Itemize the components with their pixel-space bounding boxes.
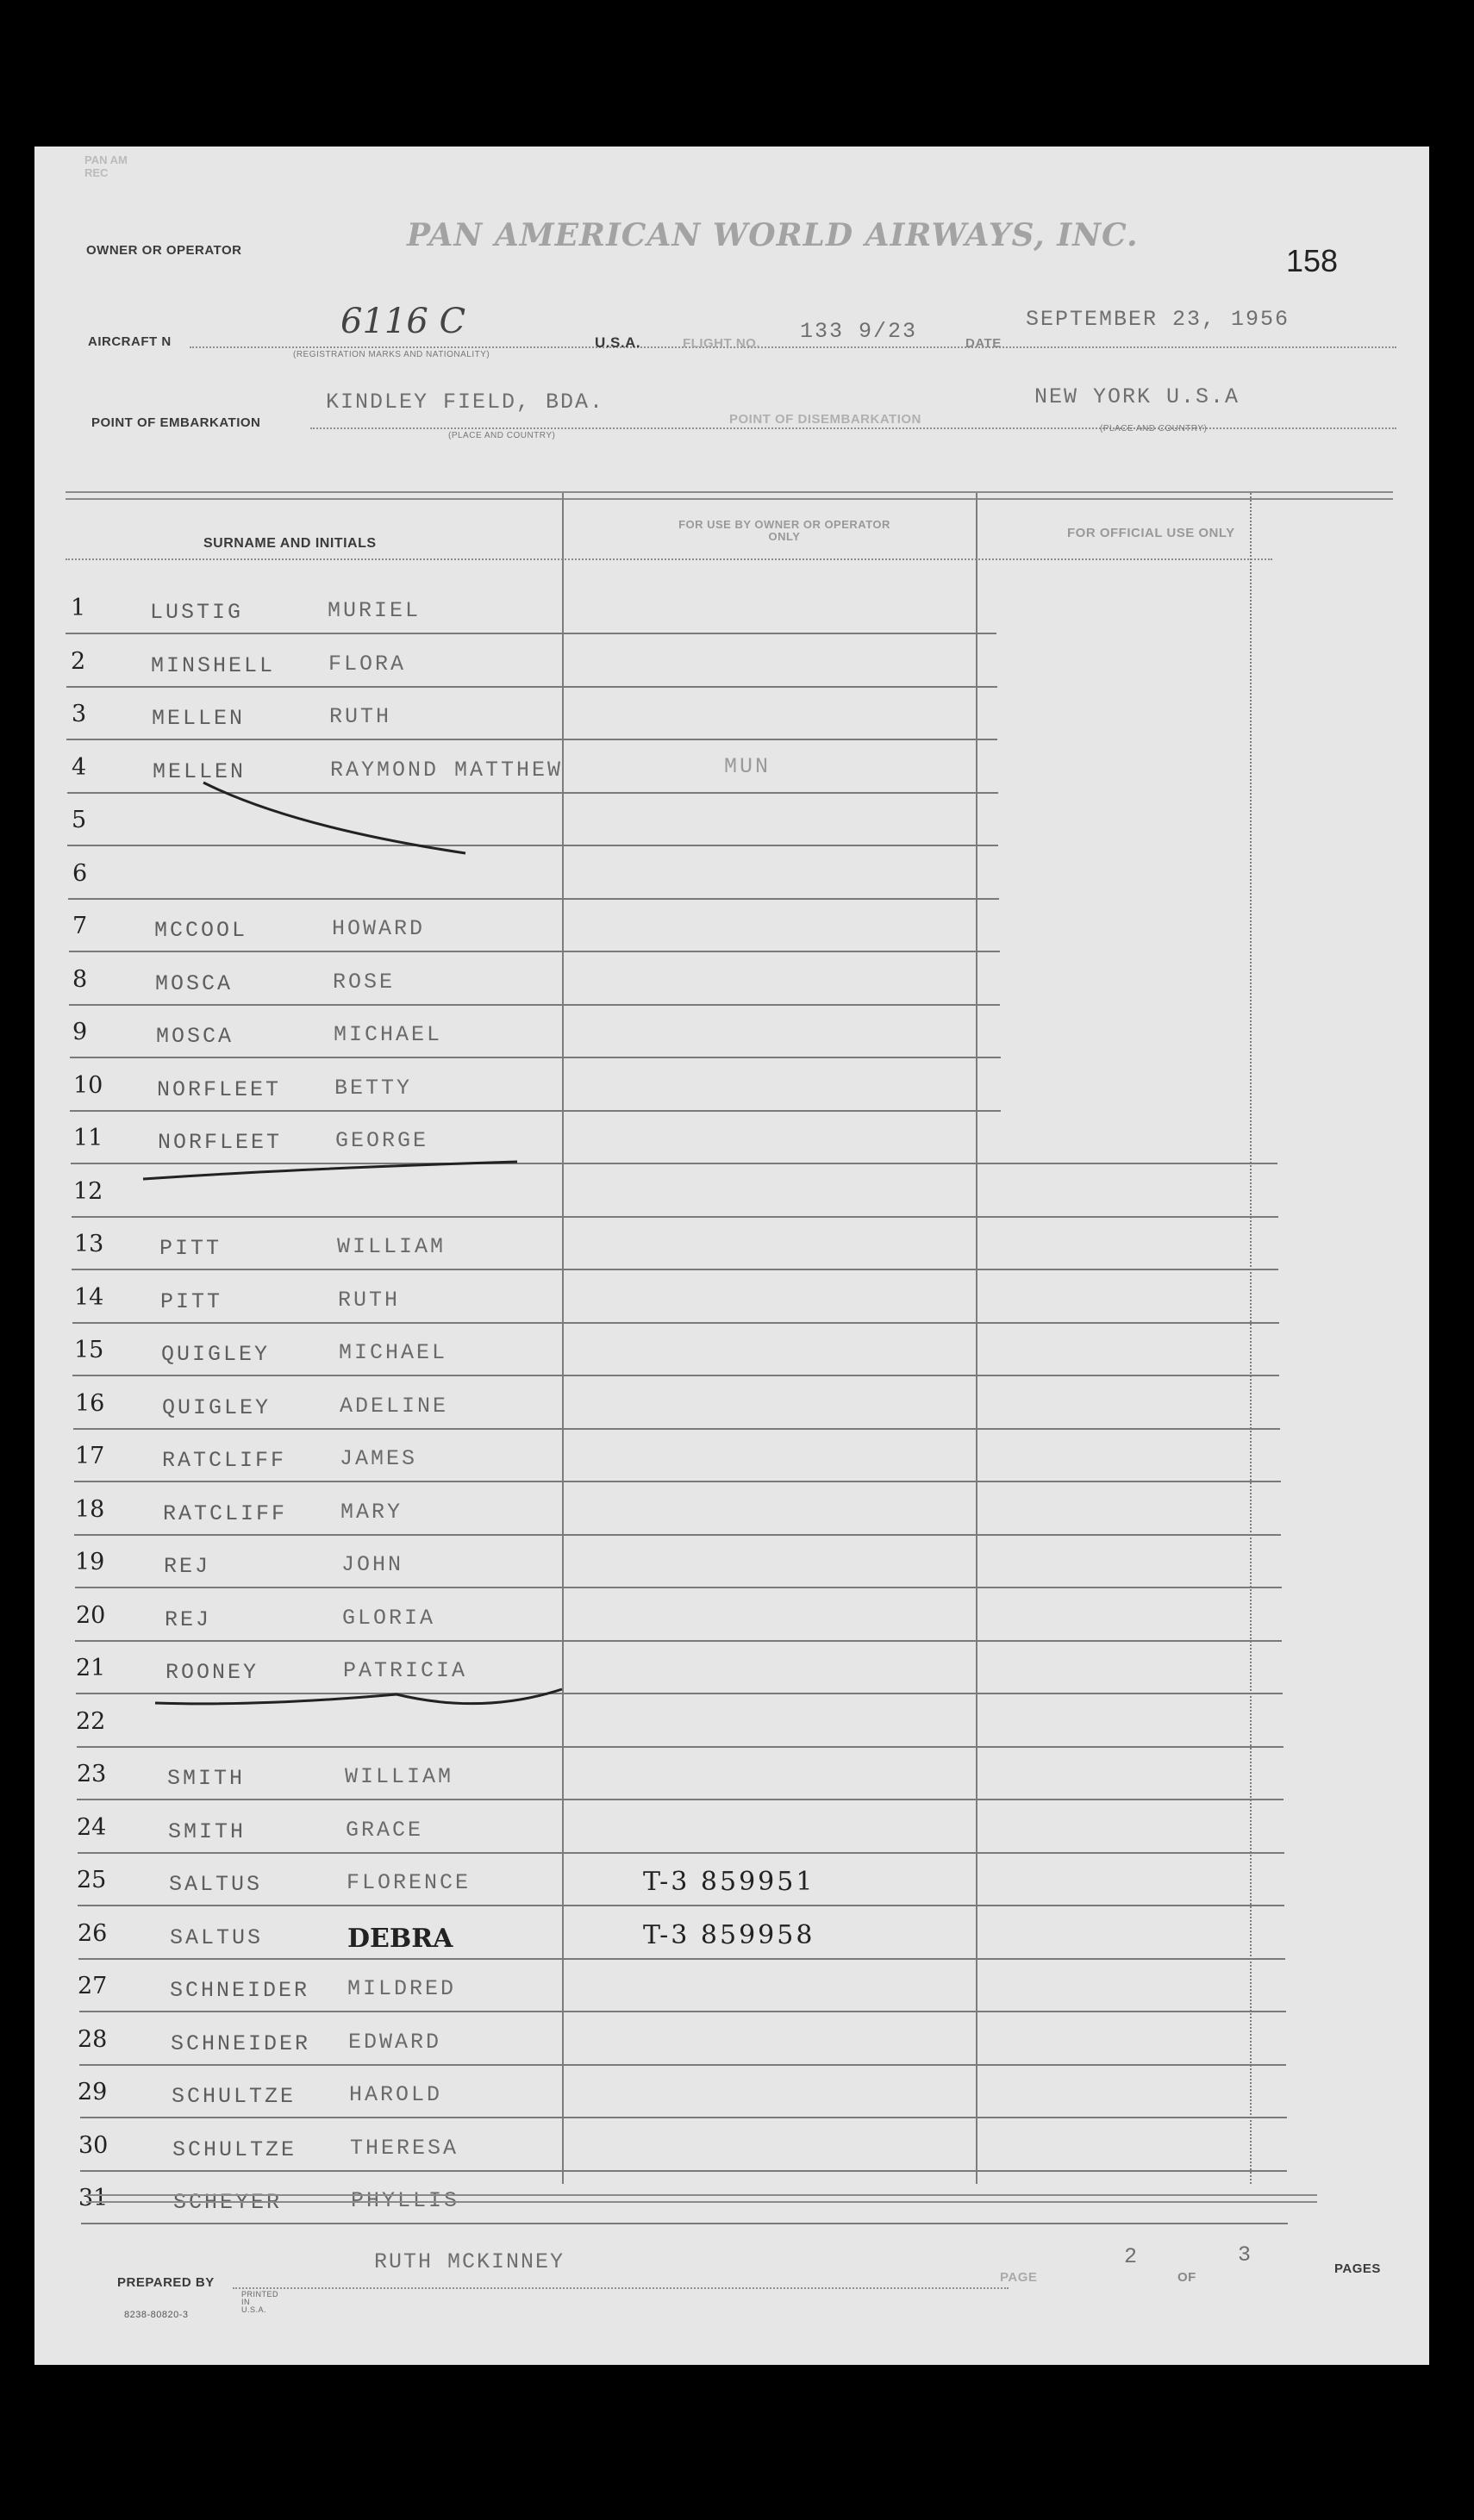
row-number: 19 bbox=[75, 1549, 105, 1575]
passenger-given-name: JOHN bbox=[341, 1552, 404, 1577]
passenger-surname: RATCLIFF bbox=[162, 1448, 287, 1473]
passenger-given-name: WILLIAM bbox=[345, 1764, 454, 1789]
row-number: 16 bbox=[75, 1390, 105, 1417]
strike-mark-row-12 bbox=[143, 1162, 517, 1179]
passenger-given-name: DEBRA bbox=[347, 1924, 453, 1954]
owner-use-note: MUN bbox=[724, 754, 771, 779]
passenger-surname: QUIGLEY bbox=[161, 1342, 271, 1367]
passenger-given-name: GEORGE bbox=[335, 1128, 429, 1153]
page-number: 158 bbox=[1286, 243, 1339, 278]
passenger-given-name: THERESA bbox=[350, 2136, 459, 2161]
passenger-surname: REJ bbox=[165, 1607, 212, 1632]
passenger-given-name: HOWARD bbox=[332, 916, 426, 941]
passenger-surname: NORFLEET bbox=[157, 1077, 282, 1102]
passenger-surname: PITT bbox=[159, 1236, 222, 1261]
prepared-by-value: RUTH MCKINNEY bbox=[374, 2249, 565, 2274]
corner-stamp-line: REC bbox=[84, 166, 109, 179]
passenger-given-name: MILDRED bbox=[347, 1976, 457, 2001]
table-bottom-rule-2 bbox=[86, 2201, 1317, 2203]
corner-stamp-line: PAN AM bbox=[84, 153, 128, 166]
passenger-surname: SCHULTZE bbox=[172, 2084, 297, 2109]
printing-stamp bbox=[241, 2291, 278, 2314]
disembarkation-label: POINT OF DISEMBARKATION bbox=[729, 412, 921, 427]
owner-use-note: T-3 859958 bbox=[643, 1920, 815, 1950]
pages-label: PAGES bbox=[1334, 2261, 1381, 2276]
passenger-given-name: MURIEL bbox=[328, 598, 422, 623]
row-number: 2 bbox=[71, 648, 86, 675]
owner-use-column-header: FOR USE BY OWNER OR OPERATOR ONLY bbox=[678, 518, 890, 543]
row-number: 11 bbox=[73, 1125, 103, 1151]
strike-mark-row-22 bbox=[155, 1689, 562, 1704]
passenger-surname: MOSCA bbox=[155, 971, 234, 996]
row-number: 9 bbox=[72, 1019, 88, 1045]
passenger-surname: MINSHELL bbox=[151, 653, 276, 678]
passenger-surname: SMITH bbox=[167, 1766, 246, 1791]
row-number: 20 bbox=[76, 1602, 106, 1629]
row-number: 4 bbox=[72, 754, 87, 781]
row-number: 31 bbox=[78, 2185, 109, 2211]
aircraft-value: 6116 C bbox=[340, 302, 466, 341]
passenger-given-name: PHYLLIS bbox=[351, 2188, 460, 2213]
owner-label: OWNER OR OPERATOR bbox=[86, 243, 242, 258]
page-label: PAGE bbox=[1000, 2270, 1038, 2285]
passenger-given-name: BETTY bbox=[334, 1076, 413, 1101]
passenger-given-name: PATRICIA bbox=[343, 1658, 468, 1683]
passenger-given-name: RUTH bbox=[329, 704, 392, 729]
passenger-given-name: JAMES bbox=[340, 1446, 418, 1471]
row-number: 21 bbox=[76, 1655, 106, 1681]
passenger-surname: MELLEN bbox=[153, 759, 247, 784]
passenger-surname: SCHEYER bbox=[173, 2190, 283, 2215]
row-number: 12 bbox=[73, 1178, 103, 1205]
flight-value: 133 9/23 bbox=[800, 319, 918, 344]
aircraft-label: AIRCRAFT N bbox=[88, 334, 172, 349]
disembarkation-value: NEW YORK U.S.A bbox=[1034, 384, 1240, 409]
strike-marks bbox=[34, 147, 1429, 2365]
prepared-by-line bbox=[233, 2287, 1009, 2289]
row-number: 14 bbox=[74, 1284, 104, 1311]
passenger-surname: QUIGLEY bbox=[162, 1395, 272, 1420]
page-value: 2 bbox=[1124, 2244, 1140, 2269]
passenger-given-name: GLORIA bbox=[342, 1606, 436, 1631]
of-label: OF bbox=[1177, 2270, 1196, 2285]
form-code: 8238-80820-3 bbox=[124, 2310, 189, 2320]
row-number: 3 bbox=[72, 701, 87, 727]
embarkation-sub: (PLACE AND COUNTRY) bbox=[448, 431, 556, 440]
row-number: 1 bbox=[71, 595, 86, 621]
row-number: 28 bbox=[78, 2026, 108, 2053]
passenger-surname: NORFLEET bbox=[158, 1130, 283, 1155]
passenger-surname: PITT bbox=[160, 1289, 223, 1314]
strike-mark-row-5 bbox=[203, 783, 465, 853]
passenger-surname: SALTUS bbox=[169, 1872, 263, 1897]
table-bottom-rule bbox=[86, 2194, 1317, 2196]
aircraft-sub: (REGISTRATION MARKS AND NATIONALITY) bbox=[293, 350, 490, 359]
row-number: 8 bbox=[72, 966, 88, 993]
passenger-surname: SCHULTZE bbox=[172, 2137, 297, 2162]
prepared-by-label: PREPARED BY bbox=[117, 2275, 215, 2290]
flight-label: FLIGHT NO. bbox=[683, 336, 760, 351]
date-label: DATE bbox=[965, 336, 1002, 351]
surname-column-header: SURNAME AND INITIALS bbox=[203, 536, 377, 551]
row-number: 5 bbox=[72, 807, 87, 833]
company-name: PAN AMERICAN WORLD AIRWAYS, INC. bbox=[407, 217, 1139, 253]
passenger-surname: SCHNEIDER bbox=[170, 1978, 310, 2003]
manifest-sheet bbox=[34, 147, 1429, 2365]
passenger-surname: SMITH bbox=[168, 1819, 247, 1844]
row-number: 26 bbox=[78, 1920, 108, 1947]
row-number: 10 bbox=[73, 1072, 103, 1099]
passenger-given-name: GRACE bbox=[346, 1818, 424, 1843]
row-number: 25 bbox=[77, 1867, 107, 1893]
embarkation-value: KINDLEY FIELD, BDA. bbox=[326, 390, 605, 415]
passenger-surname: SCHNEIDER bbox=[171, 2031, 311, 2056]
row-number: 27 bbox=[78, 1973, 108, 1999]
passenger-given-name: FLORENCE bbox=[347, 1870, 472, 1895]
passenger-surname: LUSTIG bbox=[150, 600, 244, 625]
embarkation-label: POINT OF EMBARKATION bbox=[91, 415, 261, 430]
disembarkation-sub: (PLACE AND COUNTRY) bbox=[1100, 424, 1208, 434]
passenger-surname: MCCOOL bbox=[154, 918, 248, 943]
usa-label: U.S.A. bbox=[595, 334, 641, 351]
row-number: 24 bbox=[77, 1814, 107, 1841]
passenger-given-name: RUTH bbox=[338, 1288, 401, 1313]
passenger-given-name: MARY bbox=[340, 1500, 403, 1525]
passenger-surname: SALTUS bbox=[170, 1925, 264, 1950]
row-number: 23 bbox=[77, 1761, 107, 1787]
passenger-given-name: FLORA bbox=[328, 652, 407, 677]
row-number: 7 bbox=[72, 913, 88, 939]
row-number: 30 bbox=[78, 2132, 109, 2159]
passenger-surname: REJ bbox=[164, 1554, 211, 1579]
of-value: 3 bbox=[1238, 2242, 1253, 2267]
official-use-column-header: FOR OFFICIAL USE ONLY bbox=[1067, 526, 1235, 540]
row-number: 22 bbox=[76, 1708, 106, 1735]
row-number: 17 bbox=[75, 1443, 105, 1469]
passenger-surname: RATCLIFF bbox=[163, 1501, 288, 1526]
passenger-given-name: MICHAEL bbox=[339, 1340, 448, 1365]
printing-stamp-line: IN bbox=[241, 2298, 250, 2306]
row-number: 15 bbox=[74, 1337, 104, 1363]
passenger-given-name: RAYMOND MATTHEW bbox=[330, 758, 564, 783]
date-value: SEPTEMBER 23, 1956 bbox=[1026, 307, 1290, 332]
passenger-given-name: ROSE bbox=[333, 970, 396, 995]
passenger-given-name: HAROLD bbox=[349, 2082, 443, 2107]
row-number: 18 bbox=[75, 1496, 105, 1523]
passenger-given-name: WILLIAM bbox=[337, 1234, 447, 1259]
row-number: 13 bbox=[74, 1231, 104, 1257]
passenger-given-name: EDWARD bbox=[348, 2030, 442, 2055]
passenger-given-name: ADELINE bbox=[340, 1394, 449, 1419]
row-number: 29 bbox=[78, 2079, 108, 2105]
passenger-given-name: MICHAEL bbox=[334, 1022, 443, 1047]
passenger-surname: MELLEN bbox=[152, 706, 246, 731]
passenger-surname: ROONEY bbox=[166, 1660, 259, 1685]
printing-stamp-line: U.S.A. bbox=[241, 2305, 267, 2314]
row-number: 6 bbox=[72, 860, 88, 887]
printing-stamp-line: PRINTED bbox=[241, 2290, 279, 2299]
owner-use-note: T-3 859951 bbox=[643, 1867, 815, 1897]
passenger-surname: MOSCA bbox=[156, 1024, 234, 1049]
